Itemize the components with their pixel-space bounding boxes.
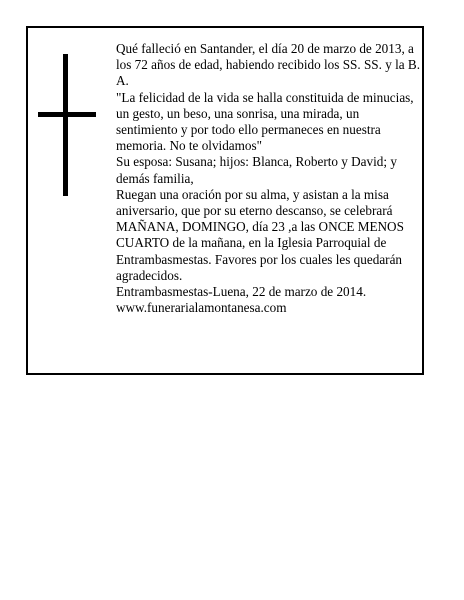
place-date: Entrambasmestas-Luena, 22 de marzo de 2014. [116,284,367,300]
family-line: Su esposa: Susana; hijos: Blanca, Roberto y David; y demás familia, [116,154,397,186]
cross-vertical-bar [63,54,68,196]
funeral-home-website: www.funerarialamontanesa.com [116,300,287,316]
obituary-notice [26,26,424,375]
cross-horizontal-bar [38,112,96,117]
cross-icon [38,54,98,196]
death-statement: Qué falleció en Santander, el día 20 de marzo de 2013, a los 72 años de edad, habiendo recibido los SS. SS. y la B. A. [116,41,421,89]
memorial-quote: "La felicidad de la vida se halla constituida de minucias, un gesto, un beso, una sonrisa, una mirada, un sentimiento y por todo ello permaneces en nuestra memoria. No te olvidamos" [116,89,414,154]
obituary-text [116,41,422,316]
mass-announcement: Ruegan una oración por su alma, y asistan a la misa aniversario, que por su eterno descanso, se celebrará MAÑANA, DOMINGO, día 23 ,a las ONCE MENOS CUARTO de la mañana, en la Iglesia Parroquial de Entrambasmestas. Favores por los cuales les quedarán agradecidos. [116,186,404,283]
